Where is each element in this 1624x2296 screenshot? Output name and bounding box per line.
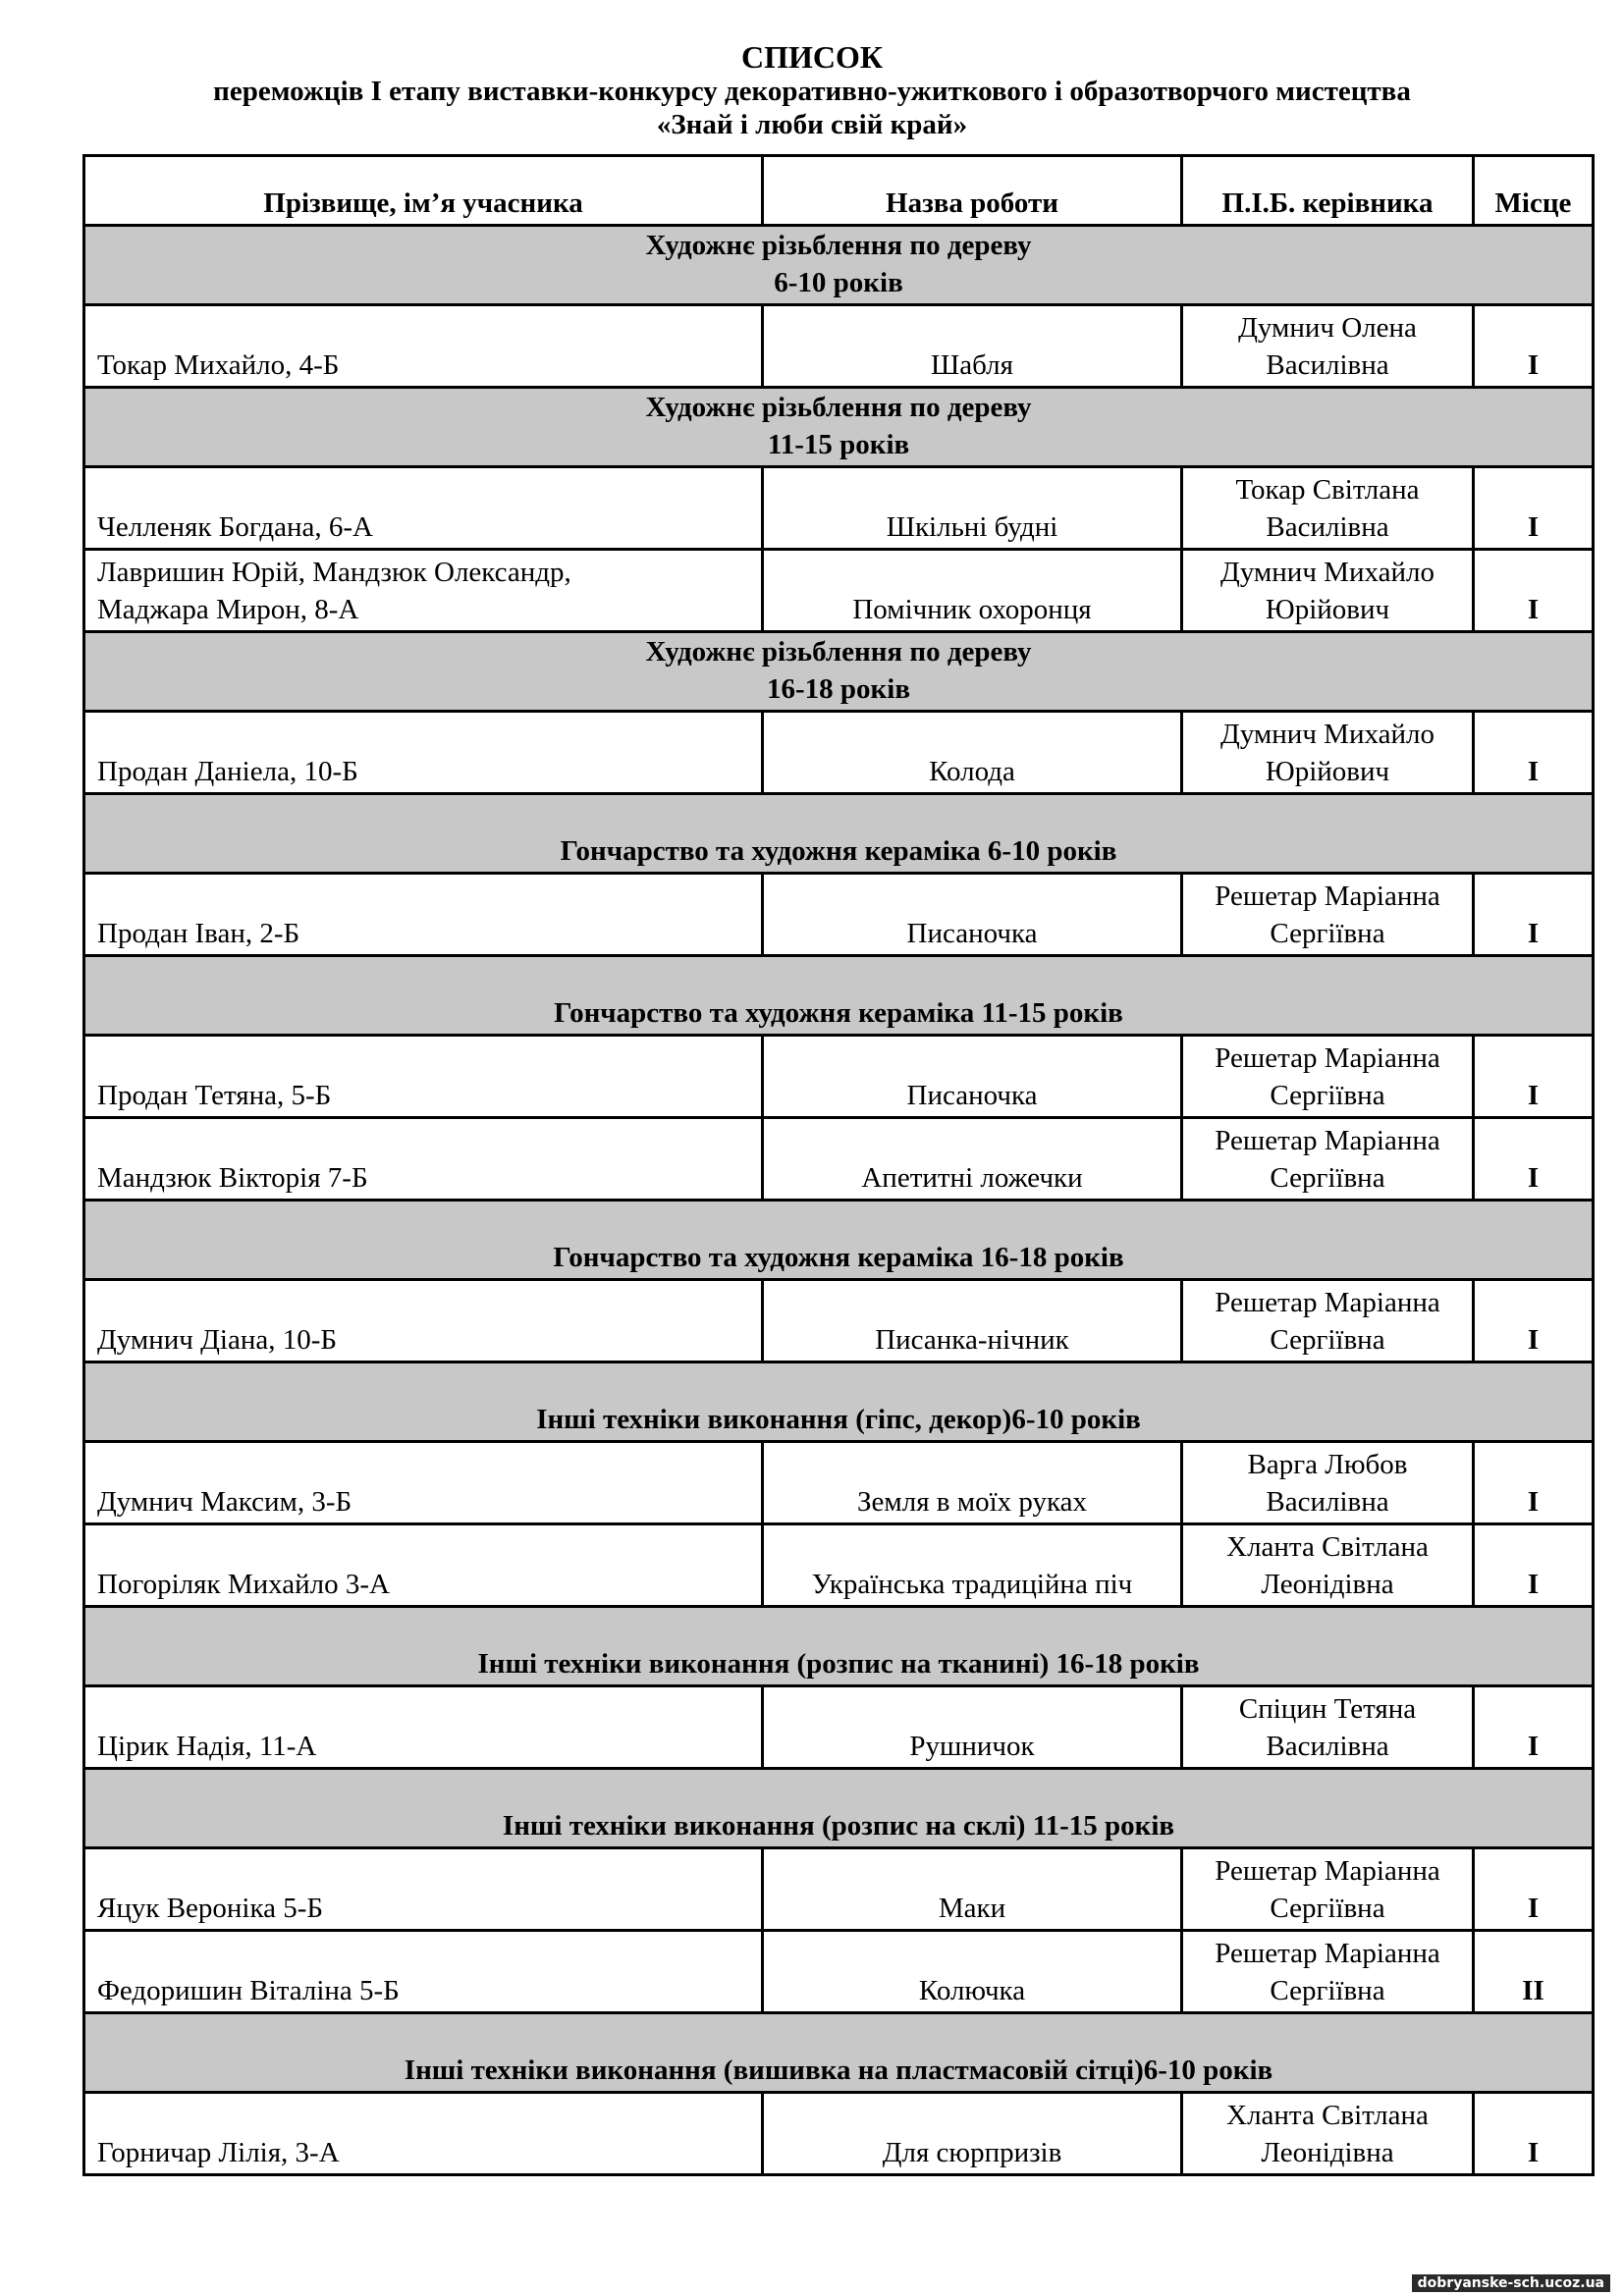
section-title (84, 794, 1594, 874)
work-title-cell: Колода (763, 712, 1182, 794)
leader-name-cell (1182, 1280, 1474, 1362)
document-header (0, 39, 1624, 141)
leader-name-line: Леонідівна (1261, 2137, 1394, 2168)
participant-name-cell (84, 1442, 763, 1524)
place-cell: І (1474, 1686, 1594, 1769)
leader-name-line: Думнич Михайло (1220, 719, 1435, 750)
leader-name-line: Решетар Маріанна (1215, 881, 1440, 912)
section-title (84, 1769, 1594, 1848)
leader-name-line: Василівна (1266, 1486, 1389, 1518)
section-title-line: 6-10 років (774, 267, 903, 298)
leader-name-cell (1182, 712, 1474, 794)
leader-name-cell (1182, 1524, 1474, 1607)
participant-name-line: Думнич Максим, 3-Б (97, 1486, 352, 1518)
column-header-leader: П.І.Б. керівника (1182, 156, 1474, 226)
document-subtitle: переможців І етапу виставки-конкурсу декоративно-ужиткового і образотворчого мистецтва (213, 76, 1411, 107)
section-header-row (84, 956, 1594, 1036)
section-header-row (84, 388, 1594, 467)
section-title-line (97, 957, 1580, 994)
section-title-line: Інші техніки виконання (гіпс, декор)6-10 років (536, 1404, 1141, 1435)
participant-name-cell (84, 1036, 763, 1118)
place-cell: І (1474, 1848, 1594, 1931)
section-header-row (84, 632, 1594, 712)
winners-table (82, 154, 1595, 2176)
table-row (84, 305, 1594, 388)
work-title-cell: Маки (763, 1848, 1182, 1931)
participant-name-cell (84, 467, 763, 550)
section-title (84, 632, 1594, 712)
section-header-row (84, 226, 1594, 305)
participant-name-cell (84, 1931, 763, 2013)
column-header-work: Назва роботи (763, 156, 1182, 226)
leader-name-cell (1182, 2093, 1474, 2175)
participant-name-cell (84, 712, 763, 794)
leader-name-line: Варга Любов (1247, 1449, 1408, 1480)
leader-name-line: Сергіївна (1270, 1080, 1385, 1111)
leader-name-line: Сергіївна (1270, 1893, 1385, 1924)
leader-name-line: Хланта Світлана (1226, 2100, 1429, 2131)
section-title-line: Інші техніки виконання (розпис на склі) 11-15 років (502, 1810, 1175, 1842)
section-title (84, 388, 1594, 467)
place-cell: ІІ (1474, 1931, 1594, 2013)
leader-name-cell (1182, 1118, 1474, 1201)
participant-name-line: Челленяк Богдана, 6-А (97, 511, 373, 543)
contest-name: «Знай і люби свій край» (656, 109, 968, 140)
section-title-line: Художнє різьблення по дереву (645, 392, 1032, 423)
table-row (84, 550, 1594, 632)
leader-name-line: Спіцин Тетяна (1238, 1693, 1417, 1725)
section-title-line (97, 795, 1580, 832)
work-title-cell: Писаночка (763, 1036, 1182, 1118)
leader-name-line: Юрійович (1265, 756, 1390, 787)
participant-name-line: Маджара Мирон, 8-А (97, 594, 359, 625)
place-cell: І (1474, 1524, 1594, 1607)
participant-name-line: Токар Михайло, 4-Б (97, 349, 340, 381)
table-row (84, 1036, 1594, 1118)
participant-name-line: Продан Іван, 2-Б (97, 918, 300, 949)
participant-name-cell (84, 1118, 763, 1201)
section-title-line: Художнє різьблення по дереву (645, 230, 1032, 261)
section-title-line: Художнє різьблення по дереву (645, 636, 1032, 667)
participant-name-line: Лавришин Юрій, Мандзюк Олександр, (97, 557, 571, 588)
section-title-line: Інші техніки виконання (вишивка на пластмасовій сітці)6-10 років (404, 2055, 1273, 2086)
document-title: СПИСОК (740, 39, 884, 75)
participant-name-line: Горничар Лілія, 3-А (97, 2137, 340, 2168)
participant-name-cell (84, 1280, 763, 1362)
place-cell: І (1474, 305, 1594, 388)
leader-name-line: Решетар Маріанна (1215, 1938, 1440, 1969)
participant-name-cell (84, 1524, 763, 1607)
work-title-cell: Для сюрпризів (763, 2093, 1182, 2175)
section-title-line: 16-18 років (767, 673, 910, 705)
work-title-cell: Помічник охоронця (763, 550, 1182, 632)
section-title-line: 11-15 років (767, 429, 910, 460)
leader-name-cell (1182, 550, 1474, 632)
leader-name-line: Сергіївна (1270, 918, 1385, 949)
leader-name-cell (1182, 1442, 1474, 1524)
participant-name-line: Погоріляк Михайло 3-А (97, 1569, 390, 1600)
table-row (84, 1848, 1594, 1931)
column-header-participant: Прізвище, ім’я учасника (84, 156, 763, 226)
table-row (84, 2093, 1594, 2175)
place-cell: І (1474, 1036, 1594, 1118)
section-title-line (97, 1770, 1580, 1807)
section-title-line (97, 2014, 1580, 2052)
participant-name-cell (84, 305, 763, 388)
table-row (84, 874, 1594, 956)
leader-name-line: Василівна (1266, 1731, 1389, 1762)
leader-name-line: Василівна (1266, 349, 1389, 381)
participant-name-line: Продан Даніела, 10-Б (97, 756, 358, 787)
leader-name-cell (1182, 1686, 1474, 1769)
table-header-row (84, 156, 1594, 226)
section-header-row (84, 2013, 1594, 2093)
table-row (84, 1524, 1594, 1607)
place-cell: І (1474, 467, 1594, 550)
table-row (84, 467, 1594, 550)
leader-name-line: Юрійович (1265, 594, 1390, 625)
participant-name-cell (84, 2093, 763, 2175)
work-title-cell: Рушничок (763, 1686, 1182, 1769)
participant-name-line: Федоришин Віталіна 5-Б (97, 1975, 400, 2006)
work-title-cell: Шкільні будні (763, 467, 1182, 550)
leader-name-line: Сергіївна (1270, 1162, 1385, 1194)
leader-name-line: Решетар Маріанна (1215, 1855, 1440, 1887)
participant-name-line: Думнич Діана, 10-Б (97, 1324, 338, 1356)
leader-name-cell (1182, 1036, 1474, 1118)
section-title (84, 1362, 1594, 1442)
section-title-line (97, 1363, 1580, 1401)
participant-name-line: Яцук Вероніка 5-Б (97, 1893, 324, 1924)
table-row (84, 1931, 1594, 2013)
leader-name-line: Хланта Світлана (1226, 1531, 1429, 1563)
section-title-line (97, 1201, 1580, 1239)
participant-name-cell (84, 1848, 763, 1931)
table-row (84, 1442, 1594, 1524)
place-cell: І (1474, 1118, 1594, 1201)
section-title (84, 2013, 1594, 2093)
leader-name-line: Сергіївна (1270, 1975, 1385, 2006)
section-title-line: Гончарство та художня кераміка 11-15 років (554, 997, 1123, 1029)
column-header-place: Місце (1474, 156, 1594, 226)
section-title-line: Інші техніки виконання (розпис на тканині) 16-18 років (477, 1648, 1200, 1680)
table-row (84, 712, 1594, 794)
leader-name-line: Думнич Михайло (1220, 557, 1435, 588)
leader-name-cell (1182, 305, 1474, 388)
participant-name-line: Продан Тетяна, 5-Б (97, 1080, 332, 1111)
table-body (84, 226, 1594, 2175)
section-header-row (84, 1769, 1594, 1848)
table-row (84, 1280, 1594, 1362)
participant-name-cell (84, 874, 763, 956)
section-header-row (84, 1201, 1594, 1280)
section-header-row (84, 794, 1594, 874)
leader-name-cell (1182, 874, 1474, 956)
leader-name-line: Василівна (1266, 511, 1389, 543)
section-title (84, 226, 1594, 305)
leader-name-line: Леонідівна (1261, 1569, 1394, 1600)
leader-name-line: Сергіївна (1270, 1324, 1385, 1356)
work-title-cell: Шабля (763, 305, 1182, 388)
site-watermark: dobryanske-sch.ucoz.ua (1412, 2274, 1610, 2292)
section-title-line: Гончарство та художня кераміка 6-10 років (560, 835, 1117, 867)
section-header-row (84, 1362, 1594, 1442)
place-cell: І (1474, 874, 1594, 956)
work-title-cell: Українська традиційна піч (763, 1524, 1182, 1607)
work-title-cell: Апетитні ложечки (763, 1118, 1182, 1201)
section-title-line (97, 1608, 1580, 1645)
place-cell: І (1474, 1442, 1594, 1524)
section-title (84, 956, 1594, 1036)
place-cell: І (1474, 550, 1594, 632)
place-cell: І (1474, 2093, 1594, 2175)
participant-name-cell (84, 550, 763, 632)
leader-name-cell (1182, 467, 1474, 550)
table-row (84, 1118, 1594, 1201)
section-title (84, 1607, 1594, 1686)
participant-name-cell (84, 1686, 763, 1769)
work-title-cell: Колючка (763, 1931, 1182, 2013)
place-cell: І (1474, 712, 1594, 794)
section-title (84, 1201, 1594, 1280)
section-title-line: Гончарство та художня кераміка 16-18 років (553, 1242, 1124, 1273)
work-title-cell: Писаночка (763, 874, 1182, 956)
leader-name-line: Токар Світлана (1235, 474, 1420, 506)
work-title-cell: Земля в моїх руках (763, 1442, 1182, 1524)
participant-name-line: Цірик Надія, 11-А (97, 1731, 317, 1762)
section-header-row (84, 1607, 1594, 1686)
leader-name-line: Решетар Маріанна (1215, 1125, 1440, 1156)
work-title-cell: Писанка-нічник (763, 1280, 1182, 1362)
leader-name-cell (1182, 1931, 1474, 2013)
participant-name-line: Мандзюк Вікторія 7-Б (97, 1162, 368, 1194)
table-row (84, 1686, 1594, 1769)
place-cell: І (1474, 1280, 1594, 1362)
leader-name-line: Решетар Маріанна (1215, 1042, 1440, 1074)
leader-name-line: Решетар Маріанна (1215, 1287, 1440, 1318)
leader-name-cell (1182, 1848, 1474, 1931)
leader-name-line: Думнич Олена (1238, 312, 1417, 344)
